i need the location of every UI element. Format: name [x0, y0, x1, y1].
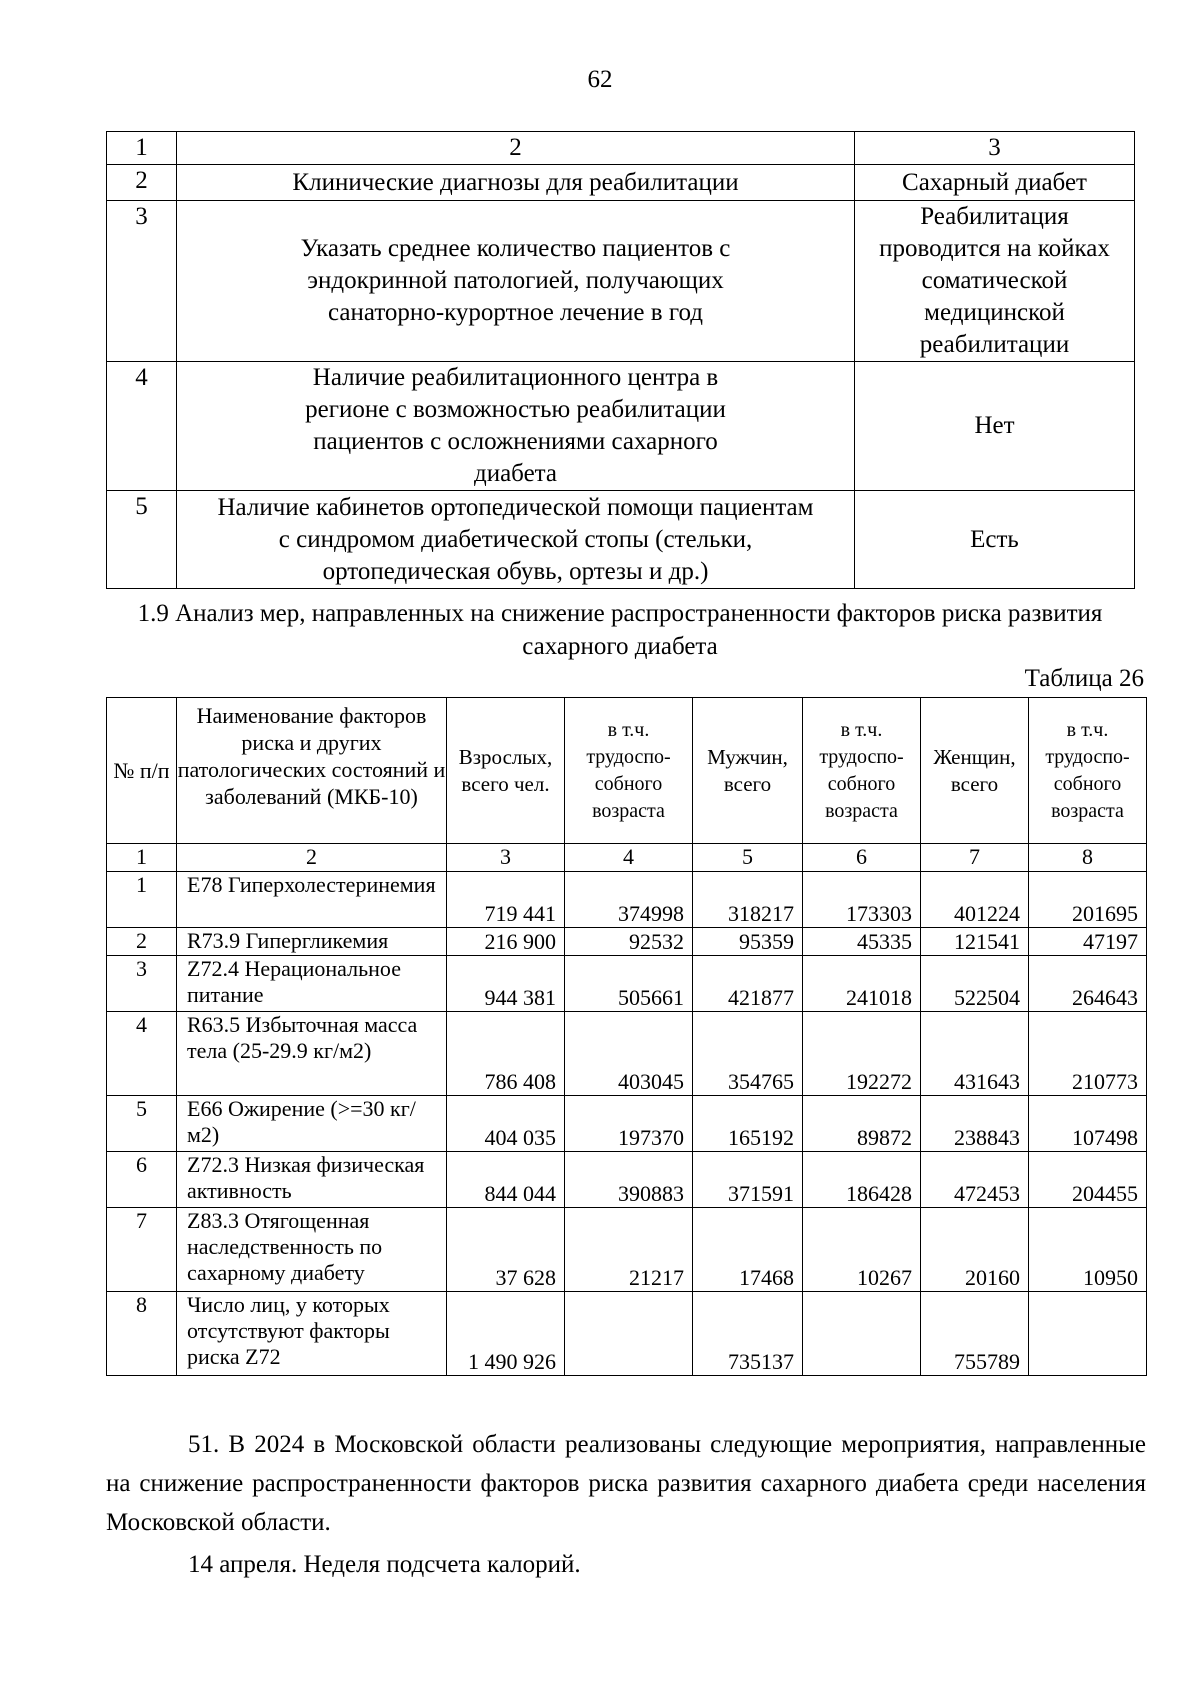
- column-header: Мужчин, всего: [693, 698, 803, 844]
- table-cell: 401224: [921, 872, 1029, 928]
- table-cell: 2: [107, 165, 177, 201]
- table-cell: Нет: [855, 362, 1135, 491]
- table-cell: 107498: [1029, 1096, 1147, 1152]
- table-cell: Наличие кабинетов ортопедической помощи пациентам с синдромом диабетической стопы (стельки, ортопедическая обувь, ортезы и др.): [177, 491, 855, 589]
- table-cell: 1: [107, 844, 177, 872]
- table-cell: 403045: [565, 1012, 693, 1096]
- table-cell: Наличие реабилитационного центра в регионе с возможностью реабилитации пациентов с осложнениями сахарного диабета: [177, 362, 855, 491]
- table-cell: 390883: [565, 1152, 693, 1208]
- table-cell: 7: [107, 1208, 177, 1292]
- table-cell: 197370: [565, 1096, 693, 1152]
- table-cell: 755789: [921, 1292, 1029, 1376]
- table-cell: Указать среднее количество пациентов с эндокринной патологией, получающих санаторно-курортное лечение в год: [177, 201, 855, 362]
- table-cell: Сахарный диабет: [855, 165, 1135, 201]
- table-row: [107, 1096, 1147, 1152]
- table-cell: 8: [107, 1292, 177, 1376]
- table-cell: E66 Ожирение (>=30 кг/м2): [177, 1096, 447, 1152]
- table-row: [107, 165, 1135, 201]
- table-cell: 505661: [565, 956, 693, 1012]
- column-header: № п/п: [107, 698, 177, 844]
- table-cell: 5: [107, 491, 177, 589]
- table-cell: 735137: [693, 1292, 803, 1376]
- table-cell: 318217: [693, 872, 803, 928]
- table-cell: E78 Гиперхолестеринемия: [177, 872, 447, 928]
- table-cell: 431643: [921, 1012, 1029, 1096]
- table-cell: Есть: [855, 491, 1135, 589]
- column-header: Взрослых, всего чел.: [447, 698, 565, 844]
- table-cell: [1029, 1292, 1147, 1376]
- table-header-row: [107, 698, 1147, 844]
- table-cell: 165192: [693, 1096, 803, 1152]
- table-row: [107, 1292, 1147, 1376]
- table-cell: 192272: [803, 1012, 921, 1096]
- table-cell: 522504: [921, 956, 1029, 1012]
- body-paragraph: 14 апреля. Неделя подсчета калорий.: [188, 1551, 581, 1578]
- body-paragraph: 51. В 2024 в Московской области реализованы следующие мероприятия, направленные на снижение распространенности факторов риска развития сахарного диабета среди населения Московской области.: [106, 1431, 1146, 1536]
- table-cell: Реабилитация проводится на койках соматической медицинской реабилитации: [855, 201, 1135, 362]
- column-header: Женщин, всего: [921, 698, 1029, 844]
- table-cell: 4: [565, 844, 693, 872]
- table-cell: 21217: [565, 1208, 693, 1292]
- table-cell: 5: [107, 1096, 177, 1152]
- table-index-row: [107, 844, 1147, 872]
- table-cell: 241018: [803, 956, 921, 1012]
- table-cell: 121541: [921, 928, 1029, 956]
- table-cell: 421877: [693, 956, 803, 1012]
- table-cell: 719 441: [447, 872, 565, 928]
- table-cell: 3: [107, 201, 177, 362]
- table-cell: 3: [107, 956, 177, 1012]
- table-row: [107, 928, 1147, 956]
- table-row: [107, 1208, 1147, 1292]
- table-caption: Таблица 26: [1024, 665, 1144, 692]
- table-cell: 7: [921, 844, 1029, 872]
- table-cell: 264643: [1029, 956, 1147, 1012]
- table-cell: 210773: [1029, 1012, 1147, 1096]
- table-cell: 404 035: [447, 1096, 565, 1152]
- table-cell: 89872: [803, 1096, 921, 1152]
- table-cell: Z83.3 Отягощенная наследственность по сахарному диабету: [177, 1208, 447, 1292]
- table-row: [107, 956, 1147, 1012]
- column-header: в т.ч. трудоспо-собного возраста: [803, 698, 921, 844]
- table-cell: [565, 1292, 693, 1376]
- table-cell: 10950: [1029, 1208, 1147, 1292]
- table-cell: 944 381: [447, 956, 565, 1012]
- table-cell: 786 408: [447, 1012, 565, 1096]
- table-cell: 2: [177, 844, 447, 872]
- table-cell: R73.9 Гипергликемия: [177, 928, 447, 956]
- table-cell: 5: [693, 844, 803, 872]
- page-number: 62: [587, 66, 613, 93]
- table-cell: 1 490 926: [447, 1292, 565, 1376]
- table-cell: 8: [1029, 844, 1147, 872]
- table-cell: Z72.4 Нерациональное питание: [177, 956, 447, 1012]
- table-cell: 45335: [803, 928, 921, 956]
- table-cell: 6: [803, 844, 921, 872]
- table-cell: 47197: [1029, 928, 1147, 956]
- table-cell: 371591: [693, 1152, 803, 1208]
- table-row: [107, 132, 1135, 165]
- column-header: Наименование факторов риска и других патологических состояний и заболеваний (МКБ-10): [177, 698, 447, 844]
- table-cell: 20160: [921, 1208, 1029, 1292]
- table-cell: 354765: [693, 1012, 803, 1096]
- table-cell: 173303: [803, 872, 921, 928]
- table-cell: 37 628: [447, 1208, 565, 1292]
- table-cell: 3: [447, 844, 565, 872]
- table-cell: 472453: [921, 1152, 1029, 1208]
- table-cell: 1: [107, 872, 177, 928]
- risk-factors-table: [106, 697, 1147, 1376]
- table-cell: Z72.3 Низкая физическая активность: [177, 1152, 447, 1208]
- table-cell: [803, 1292, 921, 1376]
- table-cell: 204455: [1029, 1152, 1147, 1208]
- section-title: 1.9 Анализ мер, направленных на снижение распространенности факторов риска развития сахарного диабета: [137, 600, 1103, 660]
- table-cell: 216 900: [447, 928, 565, 956]
- table-cell: 1: [107, 132, 177, 165]
- column-header: в т.ч. трудоспо-собного возраста: [565, 698, 693, 844]
- table-row: [107, 1012, 1147, 1096]
- table-cell: 186428: [803, 1152, 921, 1208]
- table-row: [107, 201, 1135, 362]
- column-header: в т.ч. трудоспо-собного возраста: [1029, 698, 1147, 844]
- table-cell: 92532: [565, 928, 693, 956]
- table-cell: 3: [855, 132, 1135, 165]
- table-row: [107, 362, 1135, 491]
- table-cell: 95359: [693, 928, 803, 956]
- table-cell: 4: [107, 1012, 177, 1096]
- table-cell: 201695: [1029, 872, 1147, 928]
- table-cell: 17468: [693, 1208, 803, 1292]
- table-cell: 2: [177, 132, 855, 165]
- table-cell: 238843: [921, 1096, 1029, 1152]
- table-cell: Клинические диагнозы для реабилитации: [177, 165, 855, 201]
- rehab-table: [106, 131, 1135, 589]
- table-cell: R63.5 Избыточная масса тела (25-29.9 кг/м2): [177, 1012, 447, 1096]
- table-cell: 374998: [565, 872, 693, 928]
- table-cell: Число лиц, у которых отсутствуют факторы риска Z72: [177, 1292, 447, 1376]
- table-row: [107, 872, 1147, 928]
- table-row: [107, 491, 1135, 589]
- table-cell: 4: [107, 362, 177, 491]
- table-cell: 10267: [803, 1208, 921, 1292]
- table-row: [107, 1152, 1147, 1208]
- table-cell: 2: [107, 928, 177, 956]
- table-cell: 6: [107, 1152, 177, 1208]
- table-cell: 844 044: [447, 1152, 565, 1208]
